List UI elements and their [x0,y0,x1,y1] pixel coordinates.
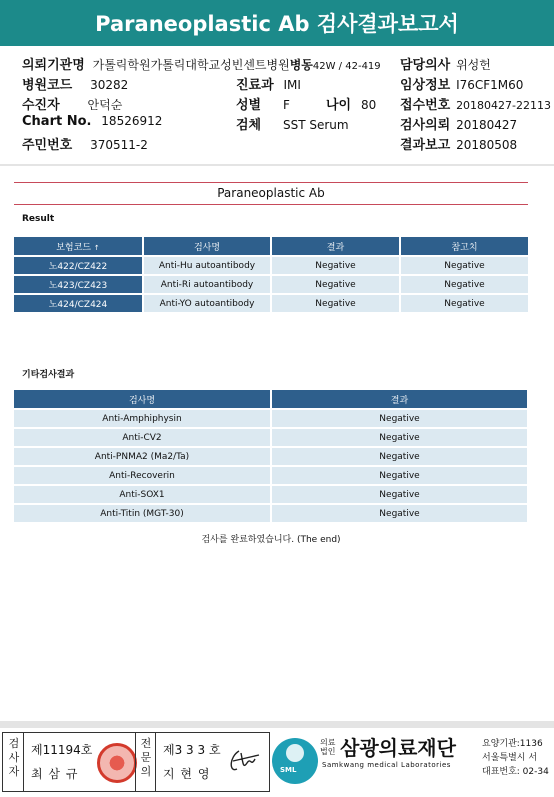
reference-value: Negative [400,275,529,294]
col-header-result: 결과 [271,237,400,256]
test-name: Anti-CV2 [14,428,271,447]
col-header-ref: 참고치 [400,237,529,256]
specialist-license: 제3 3 3 호 [163,743,221,757]
hospital-code-value: 30282 [90,78,129,92]
request-value: 20180427 [456,118,518,132]
insurance-code: 노424/CZ424 [14,294,143,312]
test-result: Negative [271,428,528,447]
org-english-name: Samkwang medical Laboratories [322,761,451,769]
result-label: Result [22,214,55,224]
col-header-name: 검사명 [143,237,271,256]
ssn-label: 주민번호 [22,138,73,153]
col-header-code[interactable]: 보험코드 ↑ [14,237,143,256]
col-header-name: 검사명 [14,390,271,409]
ward-label: 병동 [289,58,313,72]
institution-number: 요양기관:1136 [482,739,543,749]
test-name: Anti-YO autoantibody [143,294,271,312]
table-row [14,504,528,522]
result-table [14,237,530,312]
dept-label: 진료과 [236,78,274,93]
test-name: Anti-Amphiphysin [14,409,271,428]
ward-value: 42W / 42-419 [312,61,381,72]
request-label: 검사의뢰 [400,118,451,133]
doctor-label: 담당의사 [400,58,451,73]
table-row [14,256,529,275]
divider [14,182,528,183]
address: 서울특별시 서 [482,753,538,763]
org-name: 삼광의료재단 [340,736,456,760]
chart-value: 18526912 [101,114,163,128]
report-body [0,166,554,721]
examiner-label: 검사자 [8,737,20,778]
org-prefix: 의료법인 [320,738,336,756]
institution-value: 가톨릭학원가톨릭대학교성빈센트병원 [92,58,290,72]
specialist-name: 지 현 영 [163,767,211,781]
specialist-label: 전문의 [140,737,152,778]
col-header-result: 결과 [271,390,528,409]
test-result: Negative [271,256,400,275]
ssn-value: 370511-2 [90,138,148,152]
signature-box [2,732,270,792]
chart-label: Chart No. [22,114,92,129]
footer [0,728,554,797]
test-result: Negative [271,409,528,428]
table-row [14,485,528,504]
age-label: 나이 [326,98,352,113]
test-result: Negative [271,447,528,466]
table-header-row [14,390,528,409]
phone-number: 대표번호: 02-34 [482,767,549,777]
table-header-row [14,237,529,256]
institution-label: 의뢰기관명 [22,58,85,73]
signature-icon [225,747,261,777]
test-result: Negative [271,485,528,504]
reference-value: Negative [400,256,529,275]
test-result: Negative [271,504,528,522]
table-row [14,447,528,466]
dept-value: IMI [283,78,301,92]
other-results-table [14,390,529,522]
patient-label: 수진자 [22,98,60,113]
hospital-code-label: 병원코드 [22,78,73,93]
specimen-label: 검체 [236,118,262,133]
sex-value: F [282,98,290,112]
table-row [14,428,528,447]
clinical-label: 임상정보 [400,78,451,93]
test-name: Anti-Recoverin [14,466,271,485]
test-result: Negative [271,294,400,312]
sort-icon: ↑ [93,243,100,252]
report-date-value: 20180508 [456,138,518,152]
age-value: 80 [360,98,377,112]
report-title: Paraneoplastic Ab 검사결과보고서 [0,0,554,46]
table-row [14,294,529,312]
insurance-code: 노423/CZ423 [14,275,143,294]
test-result: Negative [271,466,528,485]
test-name: Anti-Titin (MGT-30) [14,504,271,522]
clinical-value: I76CF1M60 [456,78,524,92]
reception-value: 20180427-22113 [456,99,552,112]
reference-value: Negative [400,294,529,312]
table-row [14,409,528,428]
other-results-label: 기타검사결과 [22,370,75,380]
test-name: Anti-Hu autoantibody [143,256,271,275]
table-row [14,466,528,485]
sml-logo-icon: SML [272,738,318,784]
test-name: Anti-SOX1 [14,485,271,504]
table-row [14,275,529,294]
examiner-license: 제11194호 [31,743,93,757]
report-section-title: Paraneoplastic Ab [217,186,325,200]
report-date-label: 결과보고 [400,138,451,153]
doctor-value: 위성헌 [456,58,491,72]
test-result: Negative [271,275,400,294]
reception-label: 접수번호 [400,98,451,113]
examiner-name: 최 삼 규 [31,767,79,781]
official-seal [97,743,137,783]
patient-value: 안덕순 [87,98,123,112]
patient-header [0,46,554,164]
sex-label: 성별 [236,98,262,113]
test-name: Anti-Ri autoantibody [143,275,271,294]
insurance-code: 노422/CZ422 [14,256,143,275]
test-name: Anti-PNMA2 (Ma2/Ta) [14,447,271,466]
specimen-value: SST Serum [282,118,349,132]
divider [14,204,528,205]
end-note: 검사를 완료하였습니다. (The end) [201,535,341,545]
